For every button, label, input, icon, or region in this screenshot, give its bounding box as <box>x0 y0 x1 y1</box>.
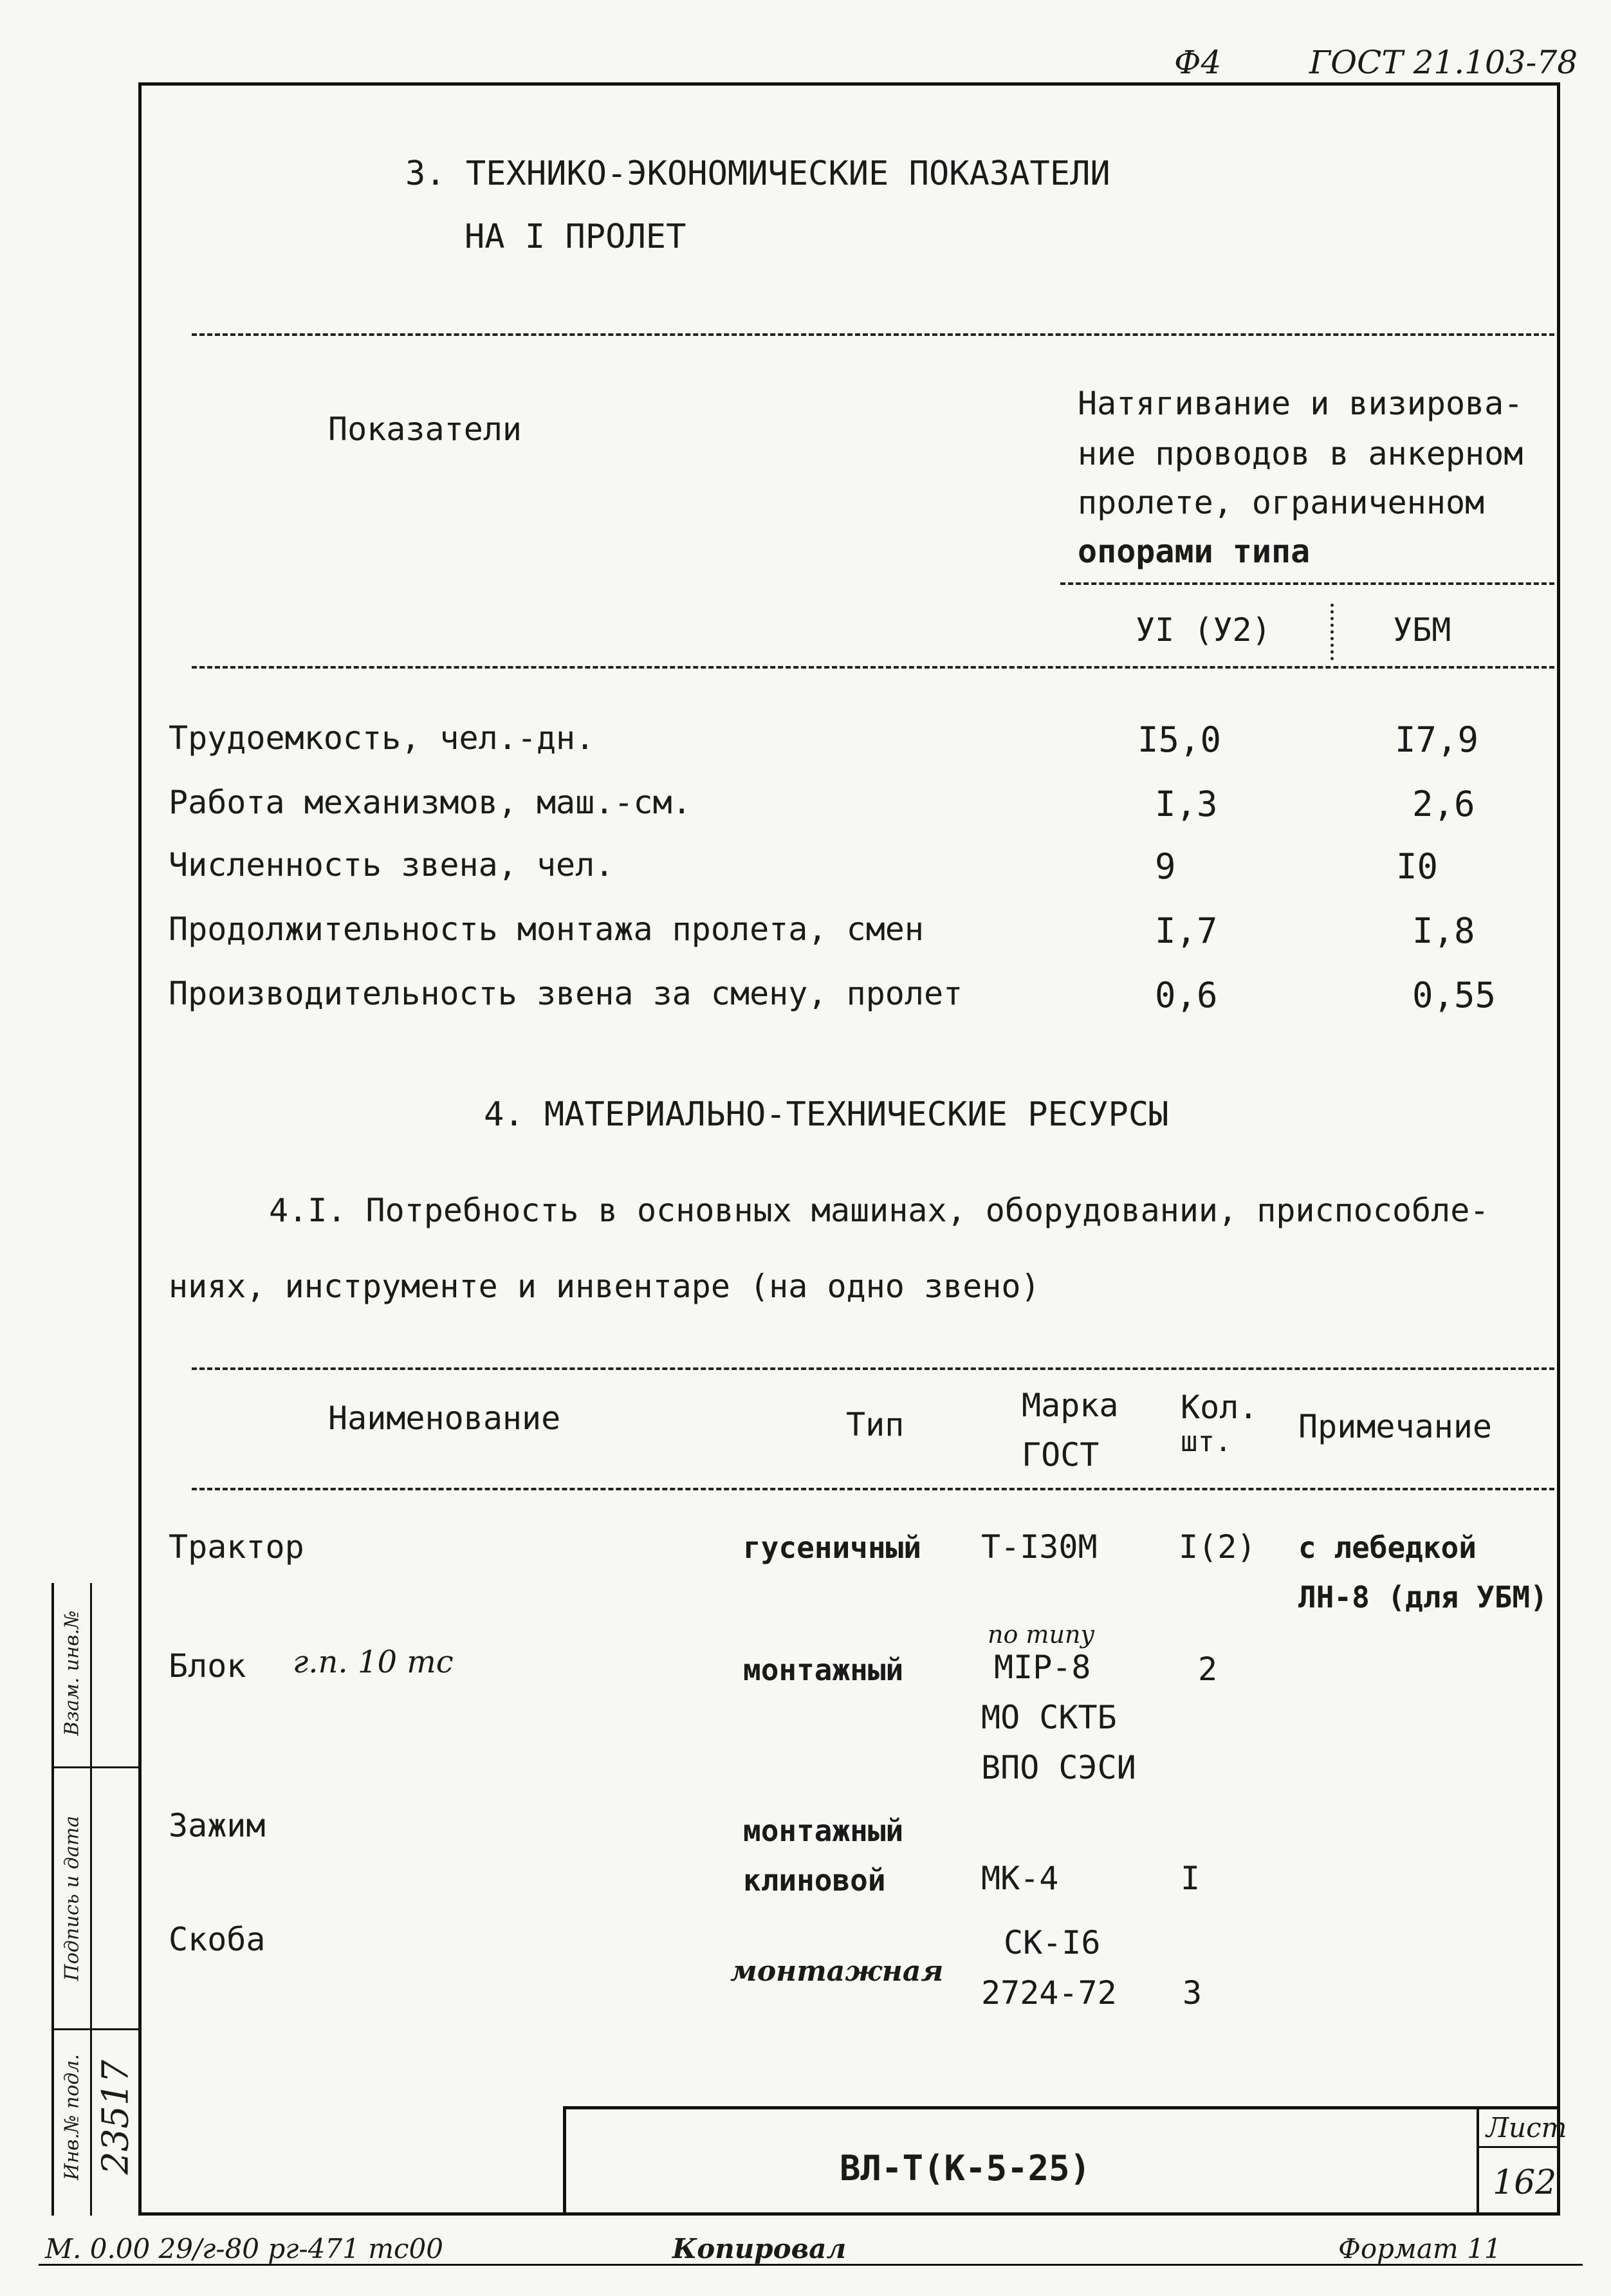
table1-row-1-name: Трудоемкость, чел.-дн. <box>169 719 595 757</box>
table2-header-name: Наименование <box>328 1400 561 1437</box>
side-stamp-outer-left <box>51 1583 54 2216</box>
table2-header-qty-1: Кол. <box>1181 1389 1258 1426</box>
table2-row-1-type: гусеничный <box>743 1530 921 1565</box>
table1-row-3-name: Численность звена, чел. <box>169 846 614 884</box>
footer-copied-by: Копировал <box>672 2233 847 2264</box>
table2-row-3-type-2: клиновой <box>743 1863 886 1898</box>
table2-header-qty-2: шт. <box>1181 1425 1232 1458</box>
table2-row-4-type: монтажная <box>730 1955 944 1988</box>
side-stamp-label-signature: Подпись и дата <box>60 1815 84 1981</box>
table1-header-work-1: Натягивание и визирова- <box>1078 385 1524 422</box>
table1-subcol-divider <box>1330 604 1334 660</box>
title-block-code: ВЛ-Т(К-5-25) <box>840 2148 1091 2189</box>
table2-row-4-name: Скоба <box>169 1921 266 1958</box>
table1-row-5-name: Производительность звена за смену, пролет <box>169 975 963 1012</box>
table2-row-2-type: монтажный <box>743 1653 904 1687</box>
table2-top-rule <box>192 1367 1554 1370</box>
table2-header-mark-1: Марка <box>1022 1387 1119 1424</box>
section3-title-line2: НА I ПРОЛЕТ <box>465 218 686 256</box>
title-block-sheet-label: Лист <box>1486 2112 1567 2143</box>
page-mark: Ф4 <box>1174 44 1222 81</box>
table2-row-1-qty: I(2) <box>1179 1528 1257 1566</box>
table1-row-4-name: Продолжительность монтажа пролета, смен <box>169 911 924 948</box>
table1-row-1-v1: I5,0 <box>1137 719 1222 760</box>
table1-row-2-v2: 2,6 <box>1412 784 1475 824</box>
table1-header-work-4: опорами типа <box>1078 533 1311 570</box>
section4-paragraph-line2: ниях, инструменте и инвентаре (на одно звено) <box>169 1268 1040 1305</box>
table1-row-2-name: Работа механизмов, маш.-см. <box>169 784 692 821</box>
table1-header-work-3: пролете, ограниченном <box>1078 484 1485 521</box>
side-stamp-label-inv: Инв.№ подл. <box>60 2054 84 2180</box>
side-stamp-divider <box>90 1583 92 2216</box>
section4-title: 4. МАТЕРИАЛЬНО-ТЕХНИЧЕСКИЕ РЕСУРСЫ <box>484 1095 1169 1134</box>
table2-row-2-name-handwritten: г.п. 10 тс <box>293 1644 454 1680</box>
table1-row-4-v2: I,8 <box>1412 911 1475 951</box>
title-block-top <box>563 2106 1560 2109</box>
table2-header-type: Тип <box>846 1406 905 1443</box>
table2-row-3-qty: I <box>1181 1860 1201 1897</box>
table2-row-3-mark: МК-4 <box>981 1860 1059 1897</box>
standard-code: ГОСТ 21.103-78 <box>1309 44 1578 81</box>
table2-header-mark-2: ГОСТ <box>1022 1436 1100 1474</box>
table1-header-bottom-rule <box>192 666 1554 669</box>
table2-row-1-name: Трактор <box>169 1528 304 1566</box>
table2-row-1-note-2: ЛН-8 (для УБМ) <box>1298 1580 1548 1615</box>
side-stamp-sep-2 <box>51 2028 142 2030</box>
table1-row-3-v2: I0 <box>1396 846 1439 887</box>
table2-row-2-mark: МIР-8 <box>994 1649 1091 1686</box>
table1-row-3-v1: 9 <box>1155 846 1176 887</box>
table1-row-5-v2: 0,55 <box>1412 975 1496 1015</box>
table2-header-note: Примечание <box>1298 1408 1493 1445</box>
table2-row-4-mark-2: 2724-72 <box>981 1974 1117 2012</box>
title-block-sheet-number: 162 <box>1493 2163 1557 2202</box>
table1-row-2-v1: I,3 <box>1155 784 1218 824</box>
side-stamp-inv-number: 23517 <box>95 2059 137 2175</box>
table1-header-work-2: ние проводов в анкерном <box>1078 435 1524 472</box>
table2-header-bottom-rule <box>192 1488 1554 1490</box>
table2-row-2-name: Блок <box>169 1647 246 1685</box>
table2-row-4-mark: СК-I6 <box>1004 1924 1101 1961</box>
table2-row-2-mark-3: ВПО СЭСИ <box>981 1749 1136 1786</box>
table2-row-2-mark-prefix: по типу <box>988 1620 1095 1649</box>
table2-row-3-name: Зажим <box>169 1807 266 1844</box>
table1-row-4-v1: I,7 <box>1155 911 1218 951</box>
table1-row-1-v2: I7,9 <box>1395 719 1479 760</box>
title-block-left <box>563 2106 566 2216</box>
frame-top <box>138 82 1560 86</box>
table2-row-2-mark-2: МО СКТБ <box>981 1699 1117 1736</box>
table2-row-3-type: монтажный <box>743 1813 904 1848</box>
table1-sub-rule <box>1060 582 1554 585</box>
section3-title-line1: 3. ТЕХНИКО-ЭКОНОМИЧЕСКИЕ ПОКАЗАТЕЛИ <box>405 154 1110 193</box>
table2-row-2-qty: 2 <box>1198 1651 1218 1688</box>
frame-right <box>1557 82 1560 2216</box>
title-block-sheet-sep <box>1477 2146 1560 2148</box>
frame-left <box>138 82 142 2216</box>
table1-subcol-2: УБМ <box>1393 611 1451 649</box>
table1-row-5-v1: 0,6 <box>1155 975 1218 1015</box>
table2-row-1-note-1: с лебедкой <box>1298 1530 1477 1565</box>
table2-row-4-qty: 3 <box>1183 1974 1202 2012</box>
table1-top-rule <box>192 333 1554 336</box>
title-block-sheet-divider <box>1477 2106 1479 2216</box>
section4-paragraph-line1: 4.I. Потребность в основных машинах, оборудовании, приспособле- <box>269 1192 1489 1229</box>
frame-bottom <box>138 2212 1560 2216</box>
side-stamp-sep-1 <box>51 1766 142 1768</box>
footer-left-note: М. 0.00 29/г-80 рг-471 тс00 <box>45 2233 443 2264</box>
table1-header-indicators: Показатели <box>328 411 522 448</box>
table2-row-1-mark: Т-I30М <box>981 1528 1098 1566</box>
footer-format: Формат 11 <box>1338 2233 1502 2264</box>
table1-subcol-1: УI (У2) <box>1136 611 1271 649</box>
side-stamp-label-replace: Взам. инв.№ <box>60 1610 84 1736</box>
